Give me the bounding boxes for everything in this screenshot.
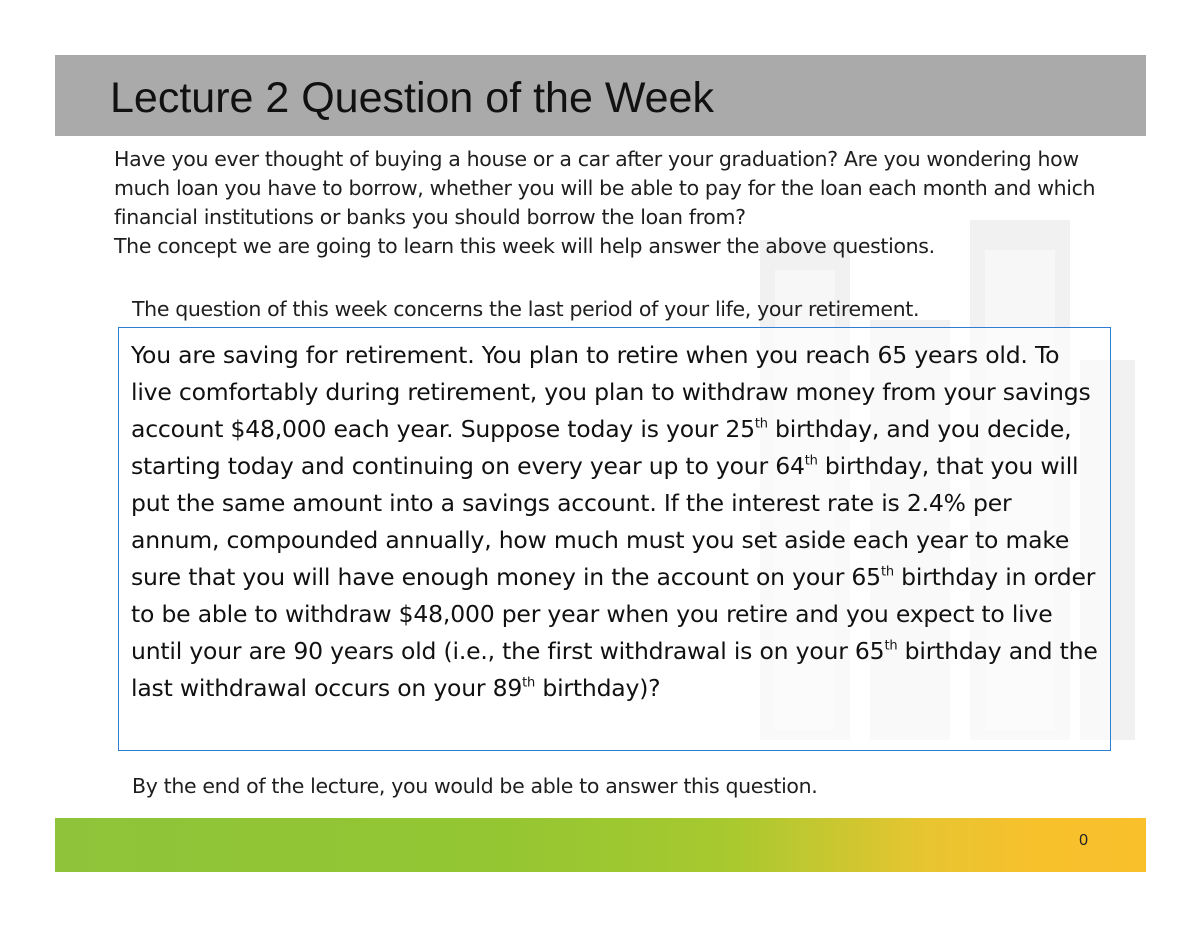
- question-segment: birthday and the last withdrawal occurs on your 89: [131, 637, 1098, 702]
- header-band: [55, 55, 1146, 136]
- question-segment: birthday in order to be able to withdraw $48,000 per year when you retire and you expect to live until your are 90 years old (i.e., the first withdrawal is on your 65: [131, 563, 1096, 665]
- ordinal-suffix: th: [884, 638, 898, 654]
- closing-text: By the end of the lecture, you would be able to answer this question.: [132, 774, 818, 798]
- ordinal-suffix: th: [804, 453, 818, 469]
- ordinal-suffix: th: [522, 675, 536, 691]
- question-text: [131, 337, 1106, 707]
- question-segment: birthday)?: [535, 674, 661, 702]
- question-segment: birthday, that you will put the same amount into a savings account. If the interest rate is 2.4% per annum, compounded annually, how much must you set aside each year to make sure that you will have enough money in the account on your 65: [131, 452, 1079, 591]
- ordinal-suffix: th: [754, 416, 768, 432]
- intro-paragraph: Have you ever thought of buying a house or a car after your graduation? Are you wondering how much loan you have to borrow, whether you will be able to pay for the loan each month and which financial institutions or banks you should borrow the loan from?: [114, 147, 1096, 229]
- question-segment: You are saving for retirement. You plan to retire when you reach 65 years old. To live comfortably during retirement, you plan to withdraw money from your savings account $48,000 each year. Suppose today is your 25: [131, 341, 1091, 443]
- ordinal-suffix: th: [880, 564, 894, 580]
- intro-paragraph: The concept we are going to learn this week will help answer the above questions.: [114, 234, 935, 258]
- question-box: [118, 327, 1111, 751]
- question-segment: birthday, and you decide, starting today and continuing on every year up to your 64: [131, 415, 1072, 480]
- intro-text: [114, 145, 1114, 261]
- page-number: 0: [1079, 832, 1088, 849]
- slide-title: Lecture 2 Question of the Week: [110, 74, 714, 122]
- footer-band: [55, 818, 1146, 872]
- concern-text: The question of this week concerns the last period of your life, your retirement.: [132, 297, 920, 321]
